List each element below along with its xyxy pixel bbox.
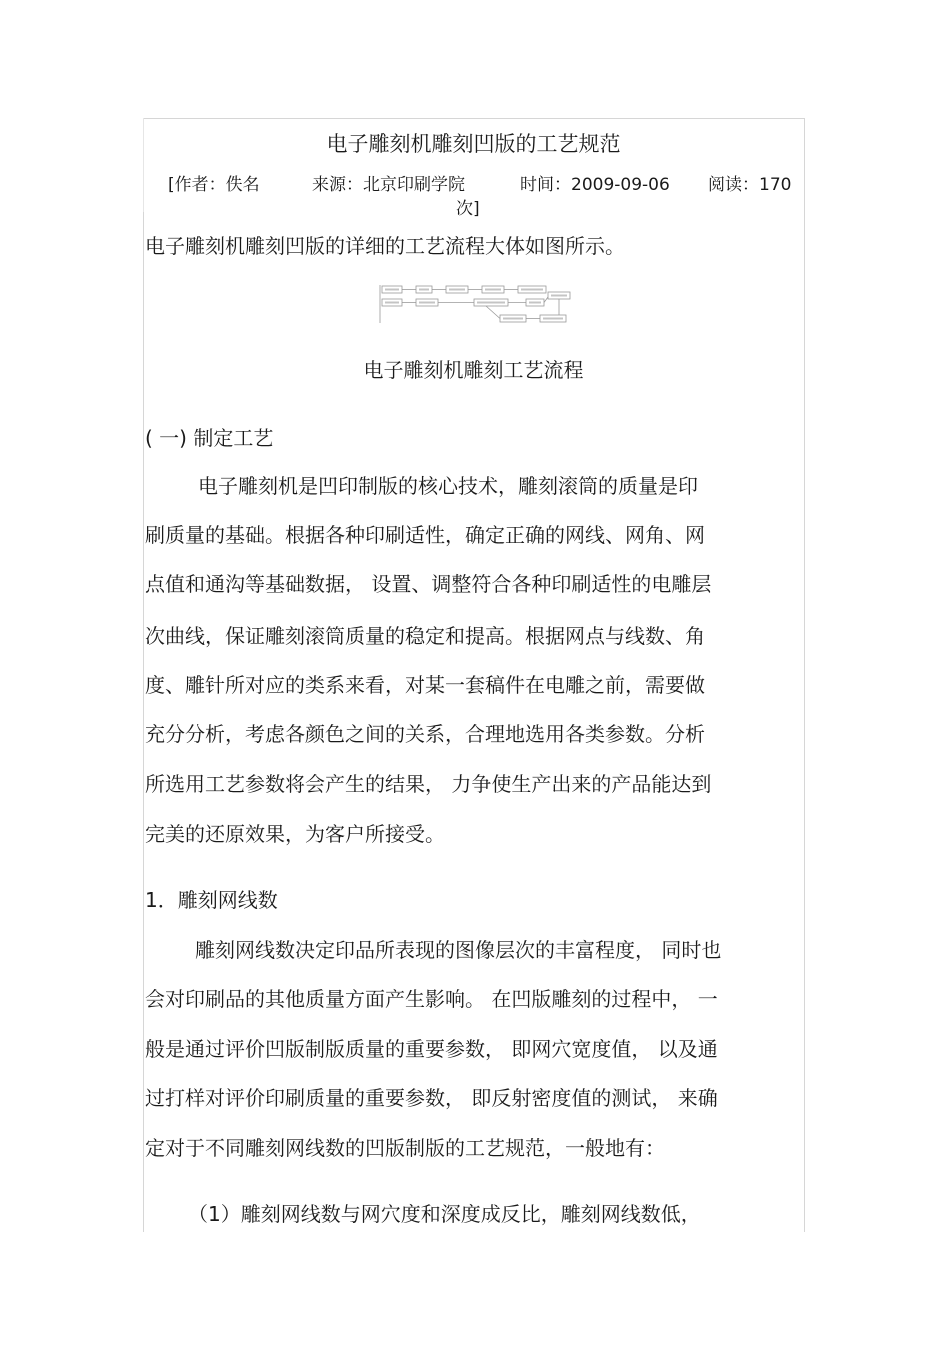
paragraph-line: 充分分析，考虑各颜色之间的关系，合理地选用各类参数。分析 — [145, 722, 705, 746]
intro-paragraph: 电子雕刻机雕刻凹版的详细的工艺流程大体如图所示。 — [145, 234, 625, 258]
paragraph-line: 度、雕针所对应的类系来看，对某一套稿件在电雕之前，需要做 — [145, 673, 705, 697]
figure-caption: 电子雕刻机雕刻工艺流程 — [363, 358, 584, 382]
meta-author: [作者：佚名 — [168, 175, 260, 195]
frame-right-border — [804, 118, 805, 1232]
paragraph-line: 会对印刷品的其他质量方面产生影响。 在凹版雕刻的过程中， 一 — [145, 987, 718, 1011]
process-flow-diagram — [376, 283, 572, 325]
paragraph-line: 点值和通沟等基础数据， 设置、调整符合各种印刷适性的电雕层 — [145, 572, 712, 596]
flow-arrow — [486, 306, 500, 319]
paragraph-line: 刷质量的基础。根据各种印刷适性，确定正确的网线、网角、网 — [145, 523, 705, 547]
subsection-heading: 1．雕刻网线数 — [145, 888, 278, 912]
paragraph-line: 完美的还原效果，为客户所接受。 — [145, 822, 445, 846]
section-heading: ( 一) 制定工艺 — [145, 426, 274, 450]
frame-top-border — [143, 118, 804, 119]
meta-source: 来源：北京印刷学院 — [312, 175, 465, 195]
meta-reads: 阅读：170 — [708, 175, 792, 195]
paragraph-line: 雕刻网线数决定印品所表现的图像层次的丰富程度， 同时也 — [195, 938, 722, 962]
paragraph-line: 过打样对评价印刷质量的重要参数， 即反射密度值的测试， 来确 — [145, 1086, 718, 1110]
flow-arrow — [544, 297, 548, 303]
article-title: 电子雕刻机雕刻凹版的工艺规范 — [326, 132, 621, 156]
meta-reads-unit: 次] — [456, 199, 480, 219]
meta-time: 时间：2009-09-06 — [520, 175, 670, 195]
paragraph-line: 定对于不同雕刻网线数的凹版制版的工艺规范，一般地有： — [145, 1136, 665, 1160]
paragraph-line: 般是通过评价凹版制版质量的重要参数， 即网穴宽度值， 以及通 — [145, 1037, 718, 1061]
paragraph-line: 电子雕刻机是凹印制版的核心技术，雕刻滚筒的质量是印 — [198, 474, 698, 498]
paragraph-line: 次曲线，保证雕刻滚筒质量的稳定和提高。根据网点与线数、角 — [145, 624, 705, 648]
paragraph-line: 所选用工艺参数将会产生的结果， 力争使生产出来的产品能达到 — [145, 772, 712, 796]
list-item: （1）雕刻网线数与网穴度和深度成反比，雕刻网线数低， — [188, 1202, 701, 1226]
